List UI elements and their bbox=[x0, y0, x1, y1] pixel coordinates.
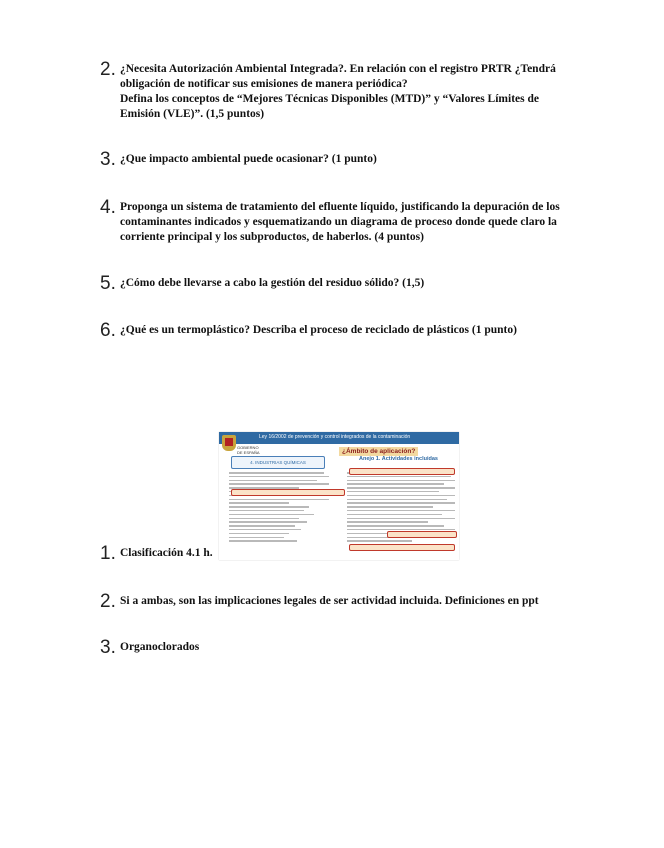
slide-highlight bbox=[349, 468, 455, 475]
note-text: Clasificación 4.1 h. bbox=[120, 547, 213, 559]
slide-screenshot bbox=[219, 432, 459, 560]
question-number: 6. bbox=[100, 320, 116, 341]
coat-of-arms-icon bbox=[222, 435, 236, 451]
question-line: ¿Que impacto ambiental puede ocasionar? (1 punto) bbox=[120, 153, 377, 165]
question-line: corriente principal y los subproductos, de haberlos. (4 puntos) bbox=[120, 231, 424, 243]
question-number: 3. bbox=[100, 149, 116, 170]
note-1 bbox=[100, 543, 586, 564]
question-number: 5. bbox=[100, 273, 116, 294]
question-line: ¿Necesita Autorización Ambiental Integrada?. En relación con el registro PRTR ¿Tendrá bbox=[120, 63, 556, 75]
note-text: Si a ambas, son las implicaciones legales de ser actividad incluida. Definiciones en ppt bbox=[120, 595, 539, 607]
question-line: Defina los conceptos de “Mejores Técnicas Disponibles (MTD)” y “Valores Límites de bbox=[120, 93, 539, 105]
slide-heading: ¿Ámbito de aplicación? bbox=[339, 447, 418, 456]
note-number: 1. bbox=[100, 543, 116, 564]
question-5 bbox=[100, 273, 586, 294]
question-line: Emisión (VLE)”. (1,5 puntos) bbox=[120, 108, 265, 120]
question-text bbox=[120, 323, 517, 338]
slide-annex-title: Anejo 1. Actividades incluidas bbox=[359, 456, 438, 462]
question-2 bbox=[100, 59, 586, 122]
note-number: 2. bbox=[100, 591, 116, 612]
question-text bbox=[120, 276, 424, 291]
question-number: 4. bbox=[100, 197, 116, 218]
question-text bbox=[120, 62, 556, 122]
question-text bbox=[120, 152, 377, 167]
question-number: 2. bbox=[100, 59, 116, 80]
note-3 bbox=[100, 637, 586, 658]
slide-category-pill: 4. INDUSTRIAS QUÍMICAS bbox=[231, 456, 325, 469]
question-line: ¿Cómo debe llevarse a cabo la gestión del residuo sólido? (1,5) bbox=[120, 277, 425, 289]
slide-ministry: GOBIERNO DE ESPAÑA bbox=[237, 445, 260, 455]
question-4 bbox=[100, 197, 586, 245]
question-line: ¿Qué es un termoplástico? Describa el proceso de reciclado de plásticos (1 punto) bbox=[120, 324, 517, 336]
slide-highlight bbox=[387, 531, 457, 538]
note-2 bbox=[100, 591, 620, 612]
question-text bbox=[120, 200, 560, 245]
slide-left-text bbox=[229, 472, 329, 544]
question-6 bbox=[100, 320, 586, 341]
question-line: obligación de notificar sus emisiones de manera periódica? bbox=[120, 78, 408, 90]
question-3 bbox=[100, 149, 586, 170]
note-text: Organoclorados bbox=[120, 641, 200, 653]
note-number: 3. bbox=[100, 637, 116, 658]
slide-highlight bbox=[231, 489, 345, 496]
question-line: contaminantes indicados y esquematizando un diagrama de proceso donde quede claro la bbox=[120, 216, 557, 228]
question-line: Proponga un sistema de tratamiento del efluente líquido, justificando la depuración de los bbox=[120, 201, 560, 213]
slide-header-text: Ley 16/2002 de prevención y control integrados de la contaminación bbox=[259, 434, 411, 440]
slide-header-bar bbox=[219, 432, 459, 444]
